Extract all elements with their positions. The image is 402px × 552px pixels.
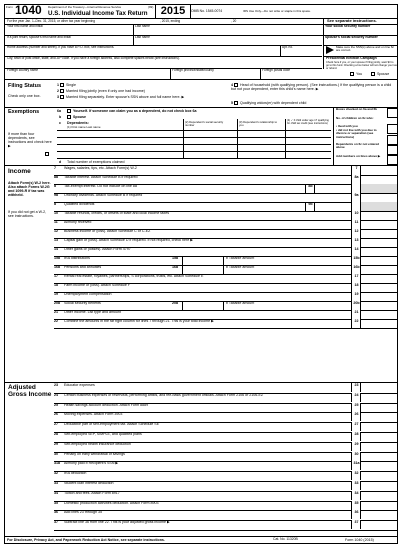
no-w2-note: If you did not get a W-2, see instructions.	[8, 210, 47, 219]
amount-input[interactable]	[360, 461, 397, 470]
inner-box-label: 8b	[305, 184, 315, 193]
more-than-four-checkbox[interactable]	[45, 152, 49, 156]
dependents-not-entered-note: Dependents on 6c not entered above	[336, 142, 380, 150]
filing-status-sub: Check only one box.	[8, 94, 41, 98]
line-number: 14	[54, 247, 58, 251]
inner-box-label: 9b	[305, 202, 315, 211]
amount-input[interactable]	[360, 422, 397, 431]
line-row	[54, 229, 397, 238]
foreign-province-label: Foreign province/state/county	[172, 68, 214, 72]
campaign-spouse-label: Spouse	[377, 72, 390, 76]
amount-input[interactable]	[360, 211, 397, 220]
form-title: U.S. Individual Income Tax Return	[48, 10, 148, 17]
arrow-icon	[326, 46, 334, 54]
apt-label: Apt. no.	[282, 45, 293, 49]
line-label: Subtract line 36 from line 22. This is your adjusted gross income ▶	[64, 520, 170, 525]
line-label: Pensions and annuities	[64, 265, 102, 269]
city-label: City, town or post office, state, and ZIP code. If you have a foreign address, also complete spaces below (see instructions).	[7, 56, 180, 60]
lived-with-you-count[interactable]	[387, 124, 398, 134]
line-label: Business income or (loss). Attach Schedule C or C-EZ	[64, 229, 151, 233]
line-number: 29	[54, 441, 58, 446]
line-number: 24	[54, 392, 58, 397]
line-row	[54, 520, 397, 529]
line-number: 18	[54, 283, 58, 287]
line-label: Tuition and fees. Attach Form 8917	[64, 490, 120, 495]
line-row	[54, 452, 397, 461]
box-label: 15b	[351, 256, 361, 265]
box-label: 23	[351, 383, 361, 392]
line-number: 8a	[54, 175, 58, 179]
line-number: 33	[54, 481, 58, 485]
amount-input[interactable]	[360, 412, 397, 421]
line-number: 15a	[54, 256, 60, 260]
amount-input[interactable]	[360, 491, 397, 500]
line-number: 12	[54, 229, 58, 233]
line-label: Penalty on early withdrawal of savings	[64, 451, 125, 456]
amount-input[interactable]	[360, 520, 397, 529]
amount-input[interactable]	[360, 442, 397, 451]
address-input[interactable]	[7, 50, 277, 55]
amount-input[interactable]	[360, 265, 397, 274]
line-label: Social security benefits	[64, 301, 101, 305]
line-label: Add lines 23 through 35	[64, 510, 102, 515]
yourself-checkbox[interactable]	[67, 109, 71, 113]
box-label: 33	[351, 481, 361, 490]
line-number: 28	[54, 432, 58, 436]
form-number: 1040	[15, 4, 42, 17]
line-row	[54, 422, 397, 431]
line-label: Health savings account deduction. Attach Form 8889	[64, 402, 149, 407]
dependents-not-entered-count[interactable]	[387, 145, 398, 155]
line-number: 30	[54, 451, 58, 456]
amount-input[interactable]	[360, 292, 397, 301]
line-label: Rental real estate, royalties, partnerships, S corporations, trusts, etc. Attach Schedule E	[64, 274, 204, 278]
line-number: 9a	[54, 193, 58, 197]
taxable-label: b Taxable amount	[226, 301, 255, 305]
line-number: 11	[54, 220, 58, 224]
line-row	[54, 265, 397, 274]
box-label: 13	[351, 238, 361, 247]
amount-input[interactable]	[360, 432, 397, 441]
box-label: 37	[351, 520, 361, 529]
amount-input[interactable]	[360, 301, 397, 310]
line-number: 19	[54, 292, 58, 296]
add-numbers-note: Add numbers on lines above ▶	[336, 154, 381, 158]
footer-form: Form 1040 (2015)	[345, 538, 374, 542]
line-label: Qualified dividends	[64, 202, 95, 206]
widow-checkbox[interactable]	[234, 101, 238, 105]
line-number: 35	[54, 500, 58, 505]
box-label: 12	[351, 229, 361, 238]
campaign-spouse-checkbox[interactable]	[371, 72, 375, 76]
box-label: 29	[351, 442, 361, 451]
line-row	[54, 202, 397, 211]
total-exemptions-count[interactable]	[387, 155, 398, 165]
amount-input[interactable]	[360, 256, 397, 265]
option-label: Married filing jointly (even if only one had income)	[66, 89, 145, 93]
dependents-col1: (1) First name Last name	[67, 125, 101, 129]
filing-option-5	[231, 101, 306, 105]
agi-heading: Adjusted Gross Income	[8, 384, 52, 398]
foreign-postal-label: Foreign postal code	[262, 68, 290, 72]
attach-w2-note: Attach Form(s) W-2 here. Also attach Forms W-2G and 1099-R if tax was withheld.	[8, 181, 51, 198]
line-number: 22	[54, 319, 58, 323]
footer-cat: Cat. No. 11320B	[273, 537, 298, 541]
option-number: 5	[231, 101, 233, 105]
foreign-country-label: Foreign country name	[7, 68, 39, 72]
dependents-col2: (2) Dependent's social security number	[185, 120, 224, 128]
campaign-text: Check here if you, or your spouse if filing jointly, want $3 to go to this fund. Checking a box below will not change your tax or refund.	[326, 61, 397, 70]
line-6b	[67, 115, 86, 119]
amount-input[interactable]	[360, 452, 397, 461]
line-row	[54, 220, 397, 229]
line-label: Student loan interest deduction	[64, 481, 114, 485]
apt-input[interactable]	[282, 50, 322, 55]
option-number: 4	[231, 83, 233, 87]
amount-input[interactable]	[360, 481, 397, 490]
line-row	[54, 412, 397, 421]
amount-input[interactable]	[360, 220, 397, 229]
amount-input[interactable]	[360, 193, 397, 202]
spouse-name-label: If a joint return, spouse's first name and initial	[7, 35, 71, 39]
line-6b-num: b	[59, 115, 62, 119]
line-number: 7	[54, 166, 56, 170]
amount-input[interactable]	[360, 283, 397, 292]
line-label: Capital gain or (loss). Attach Schedule D if required. If not required, check here ▶	[64, 238, 194, 242]
taxable-label: b Taxable amount	[226, 265, 255, 269]
box-label: 18	[351, 283, 361, 292]
option-number: 2	[57, 89, 59, 93]
line-number: 36	[54, 510, 58, 515]
irs-use-only: IRS Use Only—Do not write or staple in this space.	[243, 9, 311, 13]
line-number: b	[54, 184, 57, 188]
line-row	[54, 319, 397, 328]
inner-amount-input[interactable]	[314, 184, 351, 193]
box-label: 17	[351, 274, 361, 283]
single-checkbox[interactable]	[60, 83, 64, 87]
line-number: 17	[54, 274, 58, 278]
line-6a-num: 6a	[57, 109, 61, 113]
line-label: Domestic production activities deduction. Attach Form 8903	[64, 500, 159, 505]
filing-option-2	[57, 89, 145, 93]
inner-amount-input[interactable]	[314, 202, 351, 211]
box-label: 16b	[351, 265, 361, 274]
box-label: 35	[351, 501, 361, 510]
line-row	[54, 166, 397, 175]
amount-input[interactable]	[360, 229, 397, 238]
box-label: 31a	[351, 461, 361, 470]
line-label: Farm income or (loss). Attach Schedule F	[64, 283, 131, 287]
amount-shaded	[360, 202, 397, 211]
amount-input[interactable]	[360, 471, 397, 480]
line-label: Certain business expenses of reservists, performing artists, and fee-basis government officials. Attach Form 2106 or 2106-EZ	[64, 392, 264, 397]
box-label: 10	[351, 211, 361, 220]
line-6d-label: Total number of exemptions claimed	[67, 160, 125, 164]
omb-number: OMB No. 1545-0074	[191, 9, 223, 13]
line-row	[54, 510, 397, 519]
line-row	[54, 471, 397, 480]
city-input[interactable]	[7, 61, 321, 66]
see-instructions: See separate instructions.	[327, 18, 377, 23]
line-label: Alimony paid b Recipient's SSN ▶	[64, 461, 119, 466]
line-label: Ordinary dividends. Attach Schedule B if required	[64, 193, 143, 197]
income-heading: Income	[8, 168, 31, 175]
line-number: 13	[54, 238, 58, 242]
campaign-you-checkbox[interactable]	[350, 72, 354, 76]
line-label: IRA deduction	[64, 471, 87, 476]
amount-input[interactable]	[360, 383, 397, 392]
amount-input[interactable]	[360, 166, 397, 175]
line-label: Other gains or (losses). Attach Form 4797	[64, 247, 131, 251]
exemptions-heading: Exemptions	[8, 109, 40, 115]
dependents-col4: (4) ✓ if child under age 17 qualifying for child tax credit (see instructions)	[287, 119, 329, 125]
spouse-last-name-label: Last name	[135, 35, 150, 39]
amount-input[interactable]	[360, 319, 397, 328]
amount-input[interactable]	[360, 393, 397, 402]
form-label: Form	[6, 5, 13, 9]
box-label: 22	[351, 319, 361, 328]
filing-option-1	[57, 83, 76, 87]
line-label: Wages, salaries, tips, etc. Attach Form(s) W-2	[64, 166, 137, 170]
campaign-spouse	[371, 72, 389, 76]
line-row	[54, 393, 397, 402]
line-row	[54, 461, 397, 470]
option-number: 1	[57, 83, 59, 87]
line-label: Tax-exempt interest. Do not include on line 8a	[64, 184, 137, 188]
married-jointly-checkbox[interactable]	[60, 89, 64, 93]
line-row	[54, 175, 397, 184]
line-row	[54, 383, 397, 392]
split-amount-input[interactable]	[182, 256, 224, 265]
more-than-four-note: If more than four dependents, see instructions and check here ▶	[8, 132, 52, 149]
line-label: Self-employed health insurance deduction	[64, 441, 131, 446]
split-box-label: 15a	[172, 256, 178, 260]
box-label: 20b	[351, 301, 361, 310]
line-row	[54, 211, 397, 220]
line-label: Unemployment compensation	[64, 292, 112, 296]
line-number: 32	[54, 471, 58, 476]
line-label: IRA distributions	[64, 256, 90, 260]
box-label: 9a	[351, 193, 361, 202]
spouse-checkbox[interactable]	[67, 115, 71, 119]
line-row	[54, 501, 397, 510]
line-row	[54, 238, 397, 247]
amount-input[interactable]	[360, 501, 397, 510]
line-number: 21	[54, 310, 58, 314]
amount-input[interactable]	[360, 238, 397, 247]
line-row	[54, 301, 397, 310]
line-number: 25	[54, 402, 58, 407]
spouse-ssn-label: Spouse's social security number	[325, 35, 378, 39]
campaign-title: Presidential Election Campaign	[326, 56, 377, 60]
box-label: 26	[351, 412, 361, 421]
dependents-col3: (3) Dependent's relationship to you	[239, 120, 278, 128]
line-6d-num: d	[59, 160, 62, 164]
line-label: Educator expenses	[64, 383, 95, 387]
option-label: Qualifying widow(er) with dependent child	[240, 101, 307, 105]
line-row	[54, 256, 397, 265]
lived-with-you-note: • lived with you	[336, 124, 358, 128]
split-amount-input[interactable]	[182, 301, 224, 310]
line-6c-num: c	[59, 121, 61, 125]
line-label: Other income. List type and amount	[64, 310, 121, 314]
year-suffix: , 20	[231, 18, 237, 23]
line-label: Taxable refunds, credits, or offsets of state and local income taxes	[64, 211, 170, 215]
option-number: 3	[57, 95, 59, 99]
campaign-you	[350, 72, 362, 76]
line-number: 27	[54, 422, 58, 427]
box-label: 28	[351, 432, 361, 441]
box-label: 7	[351, 166, 361, 175]
split-amount-input[interactable]	[182, 265, 224, 274]
boxes-checked-count[interactable]	[387, 108, 398, 118]
line-row	[54, 481, 397, 490]
line-number: 37	[54, 520, 58, 525]
line-row	[54, 310, 397, 319]
amount-input[interactable]	[360, 175, 397, 184]
line-6a	[67, 109, 197, 113]
box-label: 27	[351, 422, 361, 431]
box-label: 30	[351, 452, 361, 461]
last-name-label: Last name	[135, 24, 150, 28]
line-row	[54, 193, 397, 202]
line-label: Combine the amounts in the far right column for lines 7 through 21. This is your total income ▶	[64, 319, 214, 323]
line-6b-label: Spouse	[73, 115, 86, 119]
footer-notice: For Disclosure, Privacy Act, and Paperwork Reduction Act Notice, see separate instructions.	[7, 538, 165, 542]
line-row	[54, 274, 397, 283]
filing-option-3	[57, 95, 227, 99]
filing-option-4	[231, 83, 395, 91]
box-label: 21	[351, 310, 361, 319]
line-label: Alimony received	[64, 220, 92, 224]
box-label: 32	[351, 471, 361, 480]
amount-input[interactable]	[360, 247, 397, 256]
box-label: 11	[351, 220, 361, 229]
line-row	[54, 184, 397, 193]
box-label: 25	[351, 403, 361, 412]
line-number: b	[54, 202, 57, 206]
option-label: Head of household (with qualifying person). (See instructions.) If the qualifying person is a child but not your dependent, enter this child's name here. ▶	[231, 83, 392, 92]
line-label: Moving expenses. Attach Form 3903	[64, 412, 123, 417]
line-row	[54, 432, 397, 441]
address-label: Home address (number and street). If you have a P.O. box, see instructions.	[7, 45, 115, 49]
dept-label: Department of the Treasury—Internal Revenue Service	[48, 5, 122, 9]
box-label: 24	[351, 393, 361, 402]
box-label: 19	[351, 292, 361, 301]
line-number: 34	[54, 490, 58, 495]
married-separately-checkbox[interactable]	[60, 95, 64, 99]
line-number: 16a	[54, 265, 60, 269]
option-label: Married filing separately. Enter spouse's SSN above and full name here. ▶	[66, 95, 185, 99]
box-label: 14	[351, 247, 361, 256]
filing-status-heading: Filing Status	[8, 83, 41, 89]
line-row	[54, 292, 397, 301]
split-box-label: 20a	[172, 301, 178, 305]
line-6a-label: Yourself. If someone can claim you as a dependent, do not check box 6a	[73, 109, 197, 113]
line-number: 10	[54, 211, 58, 215]
first-name-label: Your first name and initial	[7, 24, 43, 28]
line-row	[54, 283, 397, 292]
line-number: 26	[54, 412, 58, 417]
boxes-checked-note: Boxes checked on 6a and 6b	[336, 107, 378, 111]
amount-input[interactable]	[360, 310, 397, 319]
line-label: Deductible part of self-employment tax. Attach Schedule SE	[64, 422, 160, 427]
did-not-live-note: • did not live with you due to divorce or separation (see instructions)	[336, 128, 377, 139]
campaign-you-label: You	[356, 72, 363, 76]
line-row	[54, 247, 397, 256]
year-ending-label: , 2015, ending	[160, 18, 181, 23]
line-label: Taxable interest. Attach Schedule B if required	[64, 175, 138, 179]
amount-shaded	[360, 184, 397, 193]
box-label: 34	[351, 491, 361, 500]
line-number: 20a	[54, 301, 60, 305]
amount-input[interactable]	[360, 403, 397, 412]
box-label: 36	[351, 510, 361, 519]
ssn-label: Your social security number	[325, 24, 371, 28]
tax-year-label: For the year Jan. 1–Dec. 31, 2015, or other tax year beginning	[7, 18, 96, 23]
children-note: No. of children on 6c who:	[336, 116, 374, 120]
line-label: Self-employed SEP, SIMPLE, and qualified plans	[64, 432, 142, 436]
taxable-label: b Taxable amount	[226, 256, 255, 260]
line-row	[54, 403, 397, 412]
dept-code: (99)	[148, 5, 154, 9]
line-row	[54, 442, 397, 451]
amount-input[interactable]	[360, 510, 397, 519]
did-not-live-count[interactable]	[387, 135, 398, 145]
box-label: 8a	[351, 175, 361, 184]
form-1040	[4, 4, 398, 544]
ssn-note: Make sure the SSN(s) above and on line 6c are correct.	[336, 45, 395, 53]
line-6c-label: Dependents:	[67, 121, 89, 125]
option-label: Single	[66, 83, 76, 87]
amount-input[interactable]	[360, 274, 397, 283]
line-number: 23	[54, 383, 58, 387]
split-box-label: 16a	[172, 265, 178, 269]
tax-year: 2015	[155, 4, 191, 19]
line-row	[54, 491, 397, 500]
line-number: 31a	[54, 461, 60, 466]
